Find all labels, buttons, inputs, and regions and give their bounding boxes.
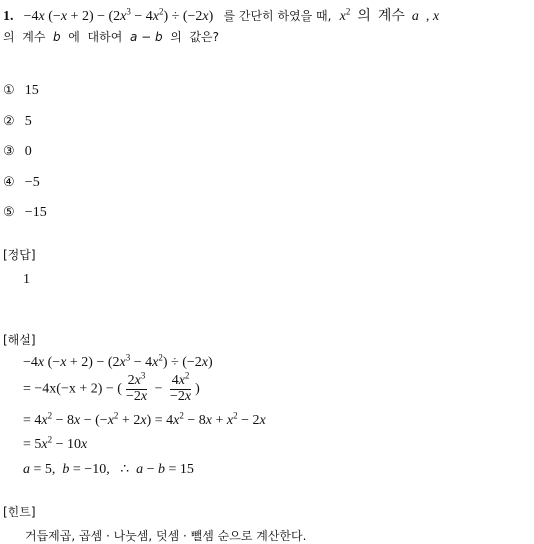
- choice-mark: ①: [3, 83, 15, 98]
- solution-line-5: a = 5, b = −10, ∴ a − b = 15: [23, 462, 194, 477]
- choice-mark: ④: [3, 175, 15, 190]
- choice-mark: ⑤: [3, 205, 15, 220]
- question-text: 를 간단히 하였을 때,: [223, 9, 332, 23]
- choice-value: −15: [24, 205, 47, 220]
- fraction-2: [168, 370, 193, 404]
- solution-line-2: [23, 370, 200, 404]
- solution-line-1: −4x $(-x + 2) - (2x^3 - 4x^2) \div (-2x)$: [23, 352, 213, 370]
- fraction-minus: −: [154, 381, 163, 397]
- answer-value: 1: [23, 272, 30, 287]
- question-number: 1.: [3, 9, 14, 24]
- fraction-1-denominator: −2x: [125, 388, 148, 404]
- choice-5[interactable]: [3, 205, 47, 221]
- solution-line-4: = $5x^2 - 10x$: [23, 434, 88, 452]
- choice-mark: ③: [3, 144, 15, 159]
- fraction-1-numerator: $2x^3$: [127, 370, 146, 388]
- hint-text: 거듭제곱, 곱셈 · 나눗셈, 덧셈 · 뺄셈 순으로 계산한다.: [25, 529, 307, 543]
- hint-label: [힌트]: [3, 505, 36, 519]
- choice-mark: ②: [3, 114, 15, 129]
- question-line-2: 의 계수 b 에 대하여 a − b 의 값은?: [3, 30, 220, 44]
- choice-value: 5: [24, 114, 32, 129]
- choice-value: 15: [24, 83, 39, 98]
- solution-line-2-post: ): [195, 381, 200, 397]
- solution-label: [해설]: [3, 333, 36, 347]
- solution-line-3: = $4x^2 - 8x - (-x^2 + 2x) = 4x^2 - 8x + x^2 - 2x$: [23, 410, 266, 428]
- question-expression: −4x $(-x + 2) - (2x^3 - 4x^2) \div (-2x)$: [23, 6, 214, 24]
- answer-label: [정답]: [3, 248, 36, 262]
- choice-value: −5: [24, 175, 40, 190]
- choice-1[interactable]: [3, 83, 39, 99]
- choice-4[interactable]: [3, 175, 40, 191]
- solution-line-2-pre: = −4x(−x + 2) − (: [23, 381, 122, 397]
- fraction-1: [124, 370, 149, 404]
- fraction-2-denominator: −2x: [170, 388, 192, 404]
- choice-value: 0: [24, 144, 32, 159]
- question-line-1: [3, 5, 439, 25]
- question-tail: $x^2$ 의 계수 a , x: [339, 6, 440, 24]
- fraction-2-numerator: $4x^2$: [171, 370, 190, 388]
- choice-2[interactable]: [3, 114, 32, 130]
- choice-3[interactable]: [3, 144, 32, 160]
